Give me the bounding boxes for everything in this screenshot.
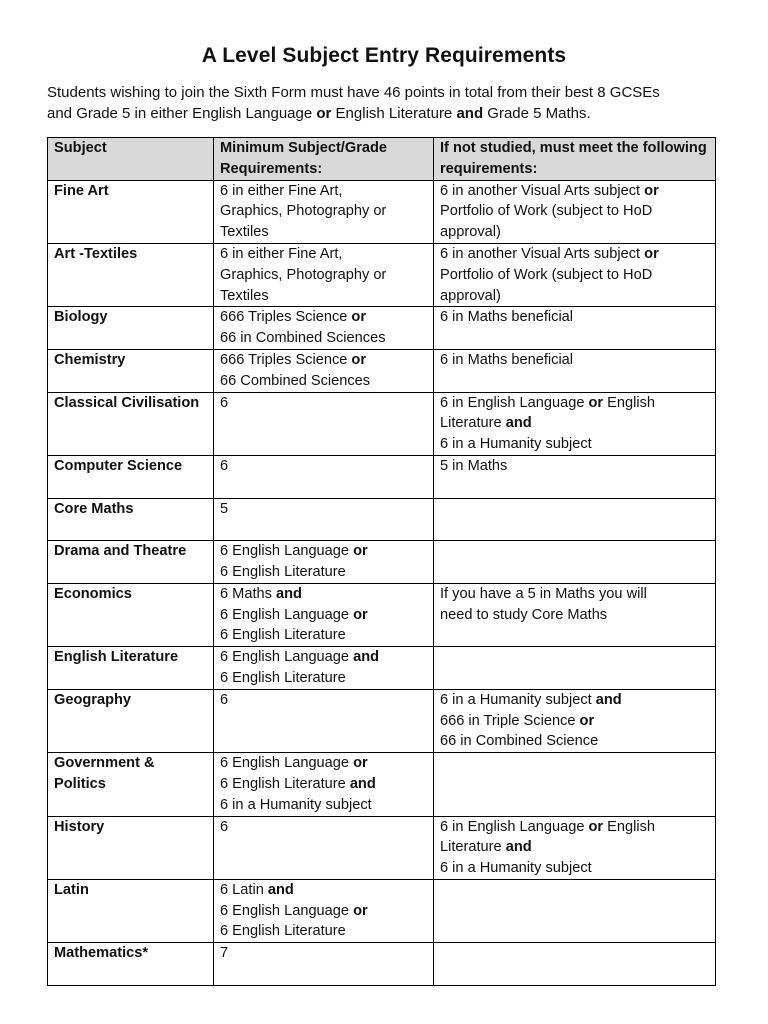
cell-text: 66 Combined Sciences xyxy=(220,372,371,389)
keyword-text: or xyxy=(351,309,367,326)
subject-cell: Computer Science xyxy=(48,455,214,498)
intro-keyword-or: or xyxy=(316,105,332,122)
minimum-requirement-cell xyxy=(214,498,434,541)
cell-text: Graphics, Photography or xyxy=(220,203,387,220)
alternative-requirement-cell xyxy=(434,455,716,498)
cell-line xyxy=(220,921,428,942)
cell-line xyxy=(220,690,428,711)
cell-line xyxy=(440,647,710,668)
minimum-requirement-cell xyxy=(214,307,434,350)
cell-text: Textiles xyxy=(220,224,269,241)
keyword-text: or xyxy=(351,351,367,368)
subject-cell: Fine Art xyxy=(48,180,214,243)
cell-line xyxy=(220,201,428,222)
table-row xyxy=(48,349,716,392)
keyword-text: or xyxy=(579,712,595,729)
cell-line xyxy=(440,307,710,328)
alternative-requirement-cell xyxy=(434,689,716,752)
minimum-requirement-cell xyxy=(214,583,434,646)
cell-line xyxy=(440,499,710,520)
keyword-text: and xyxy=(595,691,622,708)
alternative-requirement-cell xyxy=(434,753,716,816)
subject-cell: Art -Textiles xyxy=(48,243,214,306)
cell-text: English xyxy=(603,394,656,411)
cell-text: 6 in either Fine Art, xyxy=(220,245,343,262)
cell-line xyxy=(440,837,710,858)
table-row xyxy=(48,753,716,816)
cell-line xyxy=(220,456,428,477)
intro-text: and Grade 5 in either English Language xyxy=(47,105,317,122)
cell-line xyxy=(440,605,710,626)
cell-text: Portfolio of Work (subject to HoD xyxy=(440,266,653,283)
page-title: A Level Subject Entry Requirements xyxy=(201,44,567,67)
table-row xyxy=(48,689,716,752)
cell-text: 6 Maths xyxy=(220,585,276,602)
minimum-requirement-cell xyxy=(214,647,434,690)
alternative-requirement-cell xyxy=(434,498,716,541)
cell-line xyxy=(440,519,710,540)
cell-line xyxy=(440,964,710,985)
cell-line xyxy=(220,668,428,689)
subject-cell: Biology xyxy=(48,307,214,350)
keyword-text: and xyxy=(275,585,302,602)
cell-line xyxy=(220,943,428,964)
cell-text: 66 in Combined Science xyxy=(440,733,599,750)
cell-text: 6 English Language xyxy=(220,755,354,772)
cell-text: 6 in another Visual Arts subject xyxy=(440,182,645,199)
cell-line xyxy=(440,541,710,562)
cell-text: 5 in Maths xyxy=(440,457,508,474)
cell-text: 66 in Combined Sciences xyxy=(220,330,386,347)
cell-line xyxy=(220,753,428,774)
subject-cell: Core Maths xyxy=(48,498,214,541)
alternative-requirement-cell xyxy=(434,583,716,646)
cell-line xyxy=(440,753,710,774)
subject-cell: Classical Civilisation xyxy=(48,392,214,455)
subject-cell: Mathematics* xyxy=(48,943,214,986)
cell-line xyxy=(440,393,710,414)
minimum-requirement-cell xyxy=(214,753,434,816)
cell-line xyxy=(220,562,428,583)
keyword-text: or xyxy=(353,606,368,623)
cell-text: 666 Triples Science xyxy=(220,309,352,326)
cell-line xyxy=(220,541,428,562)
alternative-requirement-cell xyxy=(434,180,716,243)
table-body xyxy=(48,180,716,985)
alternative-requirement-cell xyxy=(434,349,716,392)
cell-line xyxy=(220,328,428,349)
subject-cell: Drama and Theatre xyxy=(48,541,214,584)
keyword-text: or xyxy=(588,394,604,411)
requirements-table xyxy=(47,137,716,986)
intro-paragraph xyxy=(47,82,737,124)
cell-text: 6 in English Language xyxy=(440,818,589,835)
cell-line xyxy=(440,265,710,286)
cell-line xyxy=(440,858,710,879)
cell-text: 6 in English Language xyxy=(440,394,589,411)
cell-line xyxy=(220,605,428,626)
minimum-requirement-cell xyxy=(214,180,434,243)
table-row xyxy=(48,243,716,306)
minimum-requirement-cell xyxy=(214,243,434,306)
cell-text: 6 in another Visual Arts subject xyxy=(440,245,645,262)
cell-line xyxy=(220,286,428,307)
alternative-requirement-cell xyxy=(434,647,716,690)
table-row xyxy=(48,455,716,498)
cell-text: 666 Triples Science xyxy=(220,351,352,368)
cell-text: 6 English Literature xyxy=(220,627,346,644)
cell-text: 6 English Language xyxy=(220,543,354,560)
cell-text: 6 in a Humanity subject xyxy=(220,796,372,813)
table-row xyxy=(48,943,716,986)
cell-text: Literature xyxy=(440,415,506,432)
keyword-text: or xyxy=(353,755,368,772)
cell-text: Literature xyxy=(440,839,506,856)
cell-text: Portfolio of Work (subject to HoD xyxy=(440,203,653,220)
cell-line xyxy=(440,943,710,964)
minimum-requirement-cell xyxy=(214,943,434,986)
cell-text: 6 English Literature xyxy=(220,669,346,686)
cell-line xyxy=(220,371,428,392)
subject-cell: Latin xyxy=(48,879,214,942)
minimum-requirement-cell xyxy=(214,879,434,942)
cell-text: 6 English Literature xyxy=(220,775,350,792)
cell-line xyxy=(220,774,428,795)
cell-text: 6 in a Humanity subject xyxy=(440,860,592,877)
cell-line xyxy=(440,413,710,434)
cell-text: 6 in Maths beneficial xyxy=(440,351,574,368)
alternative-requirement-cell xyxy=(434,816,716,879)
cell-line xyxy=(440,244,710,265)
minimum-requirement-cell xyxy=(214,689,434,752)
cell-line xyxy=(440,350,710,371)
cell-line xyxy=(220,964,428,985)
table-row xyxy=(48,541,716,584)
cell-line xyxy=(220,350,428,371)
cell-line xyxy=(220,647,428,668)
cell-line xyxy=(220,499,428,520)
minimum-requirement-cell xyxy=(214,349,434,392)
alternative-requirement-cell xyxy=(434,307,716,350)
cell-text: If you have a 5 in Maths you will xyxy=(440,585,647,602)
keyword-text: or xyxy=(353,902,368,919)
header-subject: Subject xyxy=(48,138,214,181)
cell-text: 6 in a Humanity subject xyxy=(440,691,596,708)
subject-cell: Government & Politics xyxy=(48,753,214,816)
subject-cell: Geography xyxy=(48,689,214,752)
cell-text: English xyxy=(603,818,656,835)
cell-line xyxy=(220,795,428,816)
cell-line xyxy=(440,456,710,477)
intro-text: English Literature xyxy=(331,105,457,122)
cell-text: 6 English Language xyxy=(220,649,354,666)
cell-text: Textiles xyxy=(220,287,269,304)
cell-text: 6 English Language xyxy=(220,606,354,623)
cell-line xyxy=(220,584,428,605)
cell-line xyxy=(220,307,428,328)
table-row xyxy=(48,392,716,455)
subject-cell: Chemistry xyxy=(48,349,214,392)
table-row xyxy=(48,180,716,243)
keyword-text: and xyxy=(353,649,380,666)
cell-text: 6 xyxy=(220,818,229,835)
cell-line xyxy=(220,817,428,838)
cell-line xyxy=(220,265,428,286)
cell-text: Graphics, Photography or xyxy=(220,266,387,283)
alternative-requirement-cell xyxy=(434,541,716,584)
cell-text: 6 English Literature xyxy=(220,563,346,580)
alternative-requirement-cell xyxy=(434,943,716,986)
cell-text: 6 in Maths beneficial xyxy=(440,309,574,326)
keyword-text: and xyxy=(505,839,532,856)
cell-text: need to study Core Maths xyxy=(440,606,608,623)
cell-line xyxy=(220,244,428,265)
cell-line xyxy=(440,286,710,307)
table-row xyxy=(48,647,716,690)
cell-line xyxy=(440,434,710,455)
table-row xyxy=(48,816,716,879)
cell-text: approval) xyxy=(440,287,501,304)
cell-line xyxy=(220,625,428,646)
table-row xyxy=(48,879,716,942)
table-row xyxy=(48,583,716,646)
cell-line xyxy=(220,181,428,202)
keyword-text: or xyxy=(644,245,659,262)
keyword-text: and xyxy=(505,415,532,432)
cell-line xyxy=(440,201,710,222)
cell-text: 7 xyxy=(220,945,229,962)
table-row xyxy=(48,498,716,541)
cell-text: 666 in Triple Science xyxy=(440,712,580,729)
cell-line xyxy=(220,477,428,498)
cell-line xyxy=(440,711,710,732)
cell-line xyxy=(220,222,428,243)
intro-keyword-and: and xyxy=(456,105,484,122)
cell-line xyxy=(440,880,710,901)
subject-cell: English Literature xyxy=(48,647,214,690)
cell-line xyxy=(440,584,710,605)
cell-line xyxy=(220,880,428,901)
cell-text: 6 English Literature xyxy=(220,923,346,940)
cell-text: 5 xyxy=(220,500,229,517)
alternative-requirement-cell xyxy=(434,392,716,455)
table-row xyxy=(48,307,716,350)
alternative-requirement-cell xyxy=(434,879,716,942)
cell-line xyxy=(440,690,710,711)
subject-cell: History xyxy=(48,816,214,879)
cell-line xyxy=(440,731,710,752)
minimum-requirement-cell xyxy=(214,541,434,584)
keyword-text: and xyxy=(349,775,376,792)
cell-text: 6 xyxy=(220,457,229,474)
minimum-requirement-cell xyxy=(214,455,434,498)
minimum-requirement-cell xyxy=(214,392,434,455)
table-header-row xyxy=(48,138,716,181)
cell-line xyxy=(220,901,428,922)
cell-line xyxy=(440,817,710,838)
cell-line xyxy=(440,222,710,243)
cell-line xyxy=(440,181,710,202)
alternative-requirement-cell xyxy=(434,243,716,306)
keyword-text: or xyxy=(588,818,604,835)
header-if-not-studied: If not studied, must meet the following requirements: xyxy=(434,138,716,181)
cell-text: 6 in either Fine Art, xyxy=(220,182,343,199)
cell-line xyxy=(440,477,710,498)
keyword-text: or xyxy=(353,543,368,560)
keyword-text: or xyxy=(644,182,659,199)
cell-text: 6 xyxy=(220,394,229,411)
subject-cell: Economics xyxy=(48,583,214,646)
cell-text: approval) xyxy=(440,224,501,241)
cell-text: 6 English Language xyxy=(220,902,354,919)
keyword-text: and xyxy=(267,881,294,898)
cell-text: 6 xyxy=(220,691,229,708)
cell-line xyxy=(220,519,428,540)
cell-line xyxy=(220,393,428,414)
header-minimum-requirements: Minimum Subject/Grade Requirements: xyxy=(214,138,434,181)
minimum-requirement-cell xyxy=(214,816,434,879)
cell-text: 6 in a Humanity subject xyxy=(440,436,592,453)
cell-text: 6 Latin xyxy=(220,881,268,898)
intro-line-1: Students wishing to join the Sixth Form must have 46 points in total from their best 8 GCSEs xyxy=(47,84,660,101)
intro-text: Grade 5 Maths. xyxy=(483,105,591,122)
